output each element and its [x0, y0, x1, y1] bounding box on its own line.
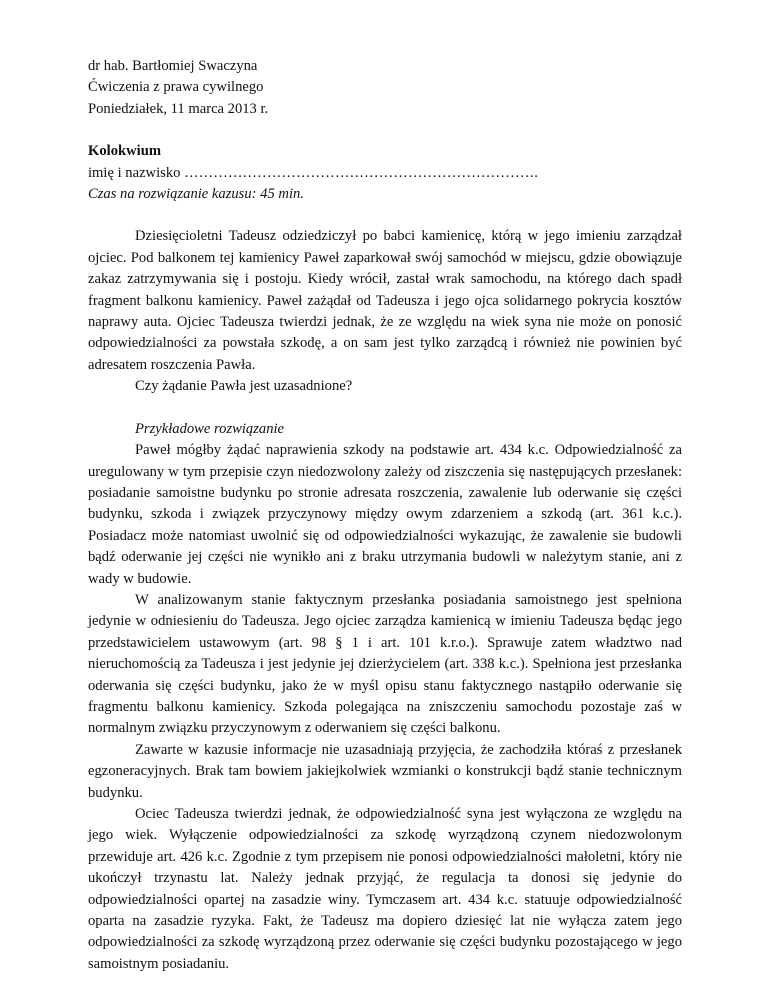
solution-paragraph: W analizowanym stanie faktycznym przesłanka posiadania samoistnego jest spełniona jedynie w odniesieniu do Tadeusza. Jego ojciec zarządza kamienicą w imieniu Tadeusza będąc jego przedstawicielem ustawowym (art. 98 § 1 i art. 101 k.r.o.). Sprawuje zatem władztwo nad nieruchomością za Tadeusza i jest jedynie jej dzierżycielem (art. 338 k.c.). Spełniona jest przesłanka oderwania się części budynku, jako że w myśl opisu stanu faktycznego nastąpiło oderwanie się fragmentu balkonu kamienicy. Szkoda polegająca na zniszczeniu samochodu pozostaje zaś w normalnym związku przyczynowym z oderwaniem się części balkonu. — [88, 591, 682, 737]
solution-paragraph: Zawarte w kazusie informacje nie uzasadniają przyjęcia, że zachodziła któraś z przesłanek egzoneracyjnych. Brak tam bowiem jakiejkolwiek wzmianki o konstrukcji bądź stanie technicznym budynku. — [88, 741, 682, 801]
test-block — [88, 141, 682, 205]
date-line: Poniedziałek, 11 marca 2013 r. — [88, 100, 269, 117]
solution-paragraph: Paweł mógłby żądać naprawienia szkody na podstawie art. 434 k.c. Odpowiedzialność za uregulowany w tym przepisie czyn niedozwolony zależy od ziszczenia się następujących przesłanek: posiadanie samoistne budynku po stronie adresata roszczenia, zawalenie lub oderwanie się części budynku, szkoda i związek przyczynowy między owym zdarzeniem a szkodą (art. 361 k.c.). Posiadacz może natomiast uwolnić się od odpowiedzialności wykazując, że zawalenie sie budowli bądź oderwanie jej części nie wynikło ani z braku utrzymania budowli w należytym stanie, ani z wady w budowie. — [88, 442, 682, 587]
course-line: Ćwiczenia z prawa cywilnego — [88, 79, 264, 96]
test-title: Kolokwium — [88, 143, 161, 160]
spacer — [88, 398, 682, 419]
time-limit-line: Czas na rozwiązanie kazusu: 45 min. — [88, 186, 304, 203]
solution-heading: Przykładowe rozwiązanie — [135, 420, 285, 437]
spacer — [88, 205, 682, 226]
solution-paragraph: Ociec Tadeusza twierdzi jednak, że odpowiedzialność syna jest wyłączona ze względu na jego wiek. Wyłączenie odpowiedzialności za szkodę wyrządzoną czynem niedozwolonym przewiduje art. 426 k.c. Zgodnie z tym przepisem nie ponosi odpowiedzialności małoletni, który nie ukończył trzynastu lat. Należy jednak przyjąć, że regulacja ta donosi się jedynie do odpowiedzialności opartej na zasadzie winy. Tymczasem art. 434 k.c. statuuje odpowiedzialność oparta na zasadzie ryzyka. Fakt, że Tadeusz ma dopiero dziesięć lat nie wyłącza zatem jego odpowiedzialności za szkodę wyrządzoną przez oderwanie się części budynku pozostającego w jego samoistnym posiadaniu. — [88, 806, 682, 972]
case-question: Czy żądanie Pawła jest uzasadnione? — [135, 378, 353, 395]
case-paragraph: Dziesięcioletni Tadeusz odziedziczył po babci kamienicę, którą w jego imieniu zarządzał ojciec. Pod balkonem tej kamienicy Paweł zaparkował swój samochód w miejscu, gdzie obowiązuje zakaz zatrzymywania się i postoju. Kiedy wrócił, zastał wrak samochodu, na którego dach spadł fragment balkonu kamienicy. Paweł zażądał od Tadeusza i jego ojca solidarnego pokrycia kosztów naprawy auta. Ojciec Tadeusza twierdzi jednak, że ze względu na wiek syna nie może on ponosić odpowiedzialności za powstała szkodę, a on sam jest tylko zarządcą i również nie powinien być adresatem roszczenia Pawła. — [88, 228, 682, 373]
name-field-line: imię i nazwisko ………………………………………………………………. — [88, 164, 538, 181]
header-block — [88, 56, 682, 120]
spacer — [88, 120, 682, 141]
author-line: dr hab. Bartłomiej Swaczyna — [88, 58, 258, 74]
